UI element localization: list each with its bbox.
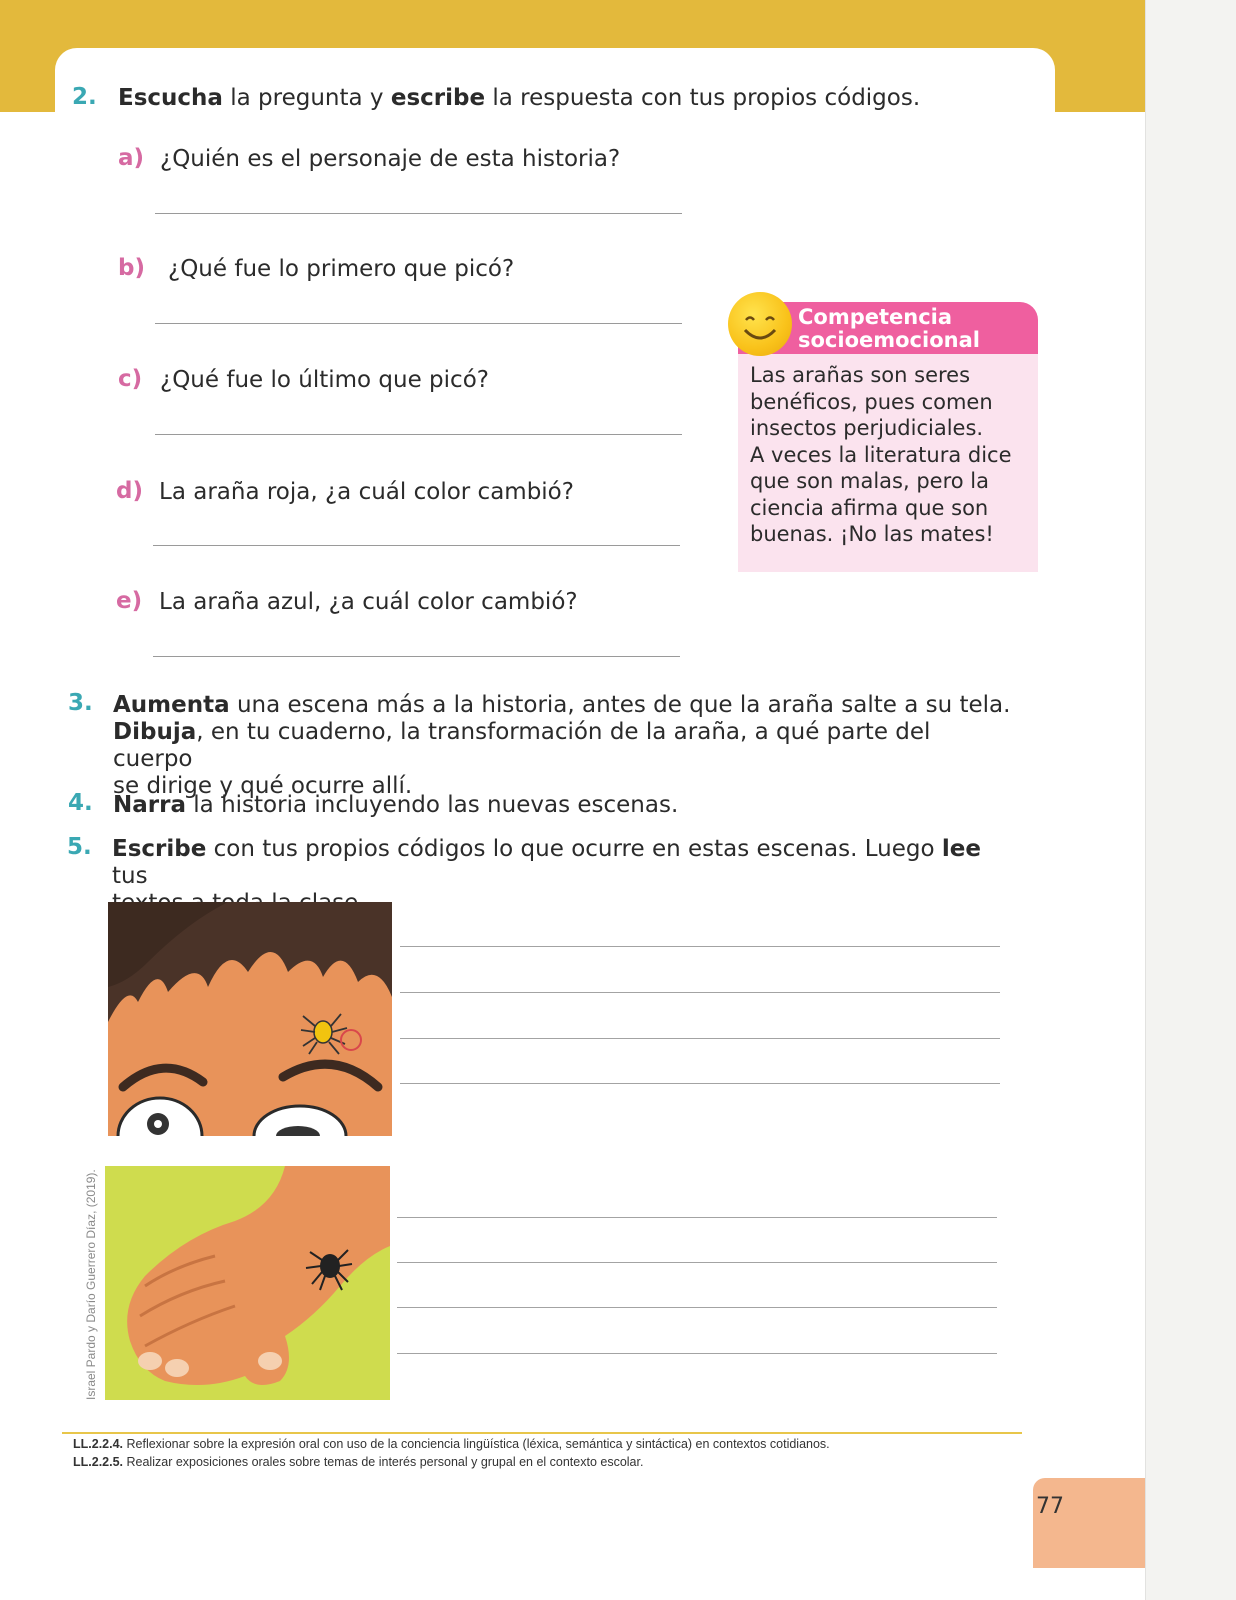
q2-text-1: la pregunta y bbox=[222, 85, 391, 111]
writing-line-scene-2[interactable] bbox=[397, 1307, 997, 1308]
writing-line-scene-1[interactable] bbox=[400, 1038, 1000, 1039]
item-b-text: ¿Qué fue lo primero que picó? bbox=[168, 256, 515, 282]
writing-line-scene-2[interactable] bbox=[397, 1262, 997, 1263]
q2-text-2: la respuesta con tus propios códigos. bbox=[485, 85, 921, 111]
item-e-letter: e) bbox=[116, 588, 143, 614]
item-d-letter: d) bbox=[116, 478, 143, 504]
illustration-hand bbox=[105, 1166, 390, 1400]
competencia-title bbox=[798, 306, 980, 352]
competencia-body bbox=[738, 354, 1038, 572]
competencia-line: A veces la literatura dice bbox=[750, 442, 1012, 467]
question-3-text bbox=[113, 692, 1013, 800]
footer-rule bbox=[62, 1432, 1022, 1434]
competencia-line: insectos perjudiciales. bbox=[750, 416, 984, 440]
question-2-number: 2. bbox=[72, 84, 97, 110]
q2-bold-escucha: Escucha bbox=[118, 85, 223, 111]
item-e-text: La araña azul, ¿a cuál color cambió? bbox=[159, 589, 578, 615]
q5-text-2: tus bbox=[112, 863, 148, 889]
q3-text-1: una escena más a la historia, antes de que la araña salte a su tela. bbox=[229, 692, 1011, 718]
page-number: 77 bbox=[1036, 1494, 1064, 1519]
q4-bold-narra: Narra bbox=[113, 792, 186, 818]
standard-1 bbox=[73, 1437, 830, 1451]
item-a-text: ¿Quién es el personaje de esta historia? bbox=[160, 146, 621, 172]
competencia-title-line-1: Competencia bbox=[798, 305, 953, 329]
item-c-letter: c) bbox=[118, 366, 143, 392]
page-edge bbox=[1145, 0, 1236, 1600]
standard-text: Reflexionar sobre la expresión oral con uso de la conciencia lingüística (léxica, semántica y sintáctica) en contextos cotidianos. bbox=[123, 1437, 830, 1451]
q5-bold-lee: lee bbox=[941, 836, 981, 862]
competencia-line: buenas. ¡No las mates! bbox=[750, 522, 994, 546]
question-4-text bbox=[113, 792, 678, 819]
answer-line-c[interactable] bbox=[155, 434, 682, 435]
q3-bold-dibuja: Dibuja bbox=[113, 719, 197, 745]
answer-line-b[interactable] bbox=[155, 323, 682, 324]
standard-2 bbox=[73, 1455, 643, 1469]
q5-bold-escribe: Escribe bbox=[112, 836, 207, 862]
question-4-number: 4. bbox=[68, 790, 93, 816]
page-number-tab bbox=[1033, 1478, 1145, 1568]
item-b-letter: b) bbox=[118, 255, 145, 281]
item-c-text: ¿Qué fue lo último que picó? bbox=[160, 367, 489, 393]
illustration-boy-face bbox=[108, 902, 392, 1136]
answer-line-e[interactable] bbox=[153, 656, 680, 657]
q3-text-3: se dirige y qué ocurre allí. bbox=[113, 773, 413, 799]
competencia-line: benéficos, pues comen bbox=[750, 389, 993, 414]
competencia-title-line-2: socioemocional bbox=[798, 328, 980, 352]
competencia-line: ciencia afirma que son bbox=[750, 495, 989, 520]
writing-line-scene-1[interactable] bbox=[400, 992, 1000, 993]
item-a-letter: a) bbox=[118, 145, 145, 171]
competencia-text bbox=[750, 362, 1035, 548]
writing-line-scene-2[interactable] bbox=[397, 1353, 997, 1354]
competencia-line: Las arañas son seres bbox=[750, 363, 971, 387]
standard-code: LL.2.2.5. bbox=[73, 1455, 124, 1469]
question-3-number: 3. bbox=[68, 690, 93, 716]
q2-bold-escribe: escribe bbox=[390, 85, 486, 111]
writing-line-scene-2[interactable] bbox=[397, 1217, 997, 1218]
item-d-text: La araña roja, ¿a cuál color cambió? bbox=[159, 479, 574, 505]
q3-text-2: , en tu cuaderno, la transformación de la araña, a qué parte del cuerpo bbox=[113, 719, 931, 772]
smiley-face-icon bbox=[728, 292, 792, 356]
standard-text: Realizar exposiciones orales sobre temas de interés personal y grupal en el contexto escolar. bbox=[123, 1455, 644, 1469]
question-2-text bbox=[118, 85, 920, 112]
writing-line-scene-1[interactable] bbox=[400, 946, 1000, 947]
writing-line-scene-1[interactable] bbox=[400, 1083, 1000, 1084]
standard-code: LL.2.2.4. bbox=[73, 1437, 124, 1451]
question-5-number: 5. bbox=[67, 834, 92, 860]
competencia-box bbox=[738, 302, 1038, 572]
competencia-line: que son malas, pero la bbox=[750, 469, 989, 493]
q5-text-1: con tus propios códigos lo que ocurre en estas escenas. Luego bbox=[206, 836, 942, 862]
answer-line-a[interactable] bbox=[155, 213, 682, 214]
illustration-credit: Israel Pardo y Darío Guerrero Díaz, (2019). bbox=[84, 1169, 98, 1400]
answer-line-d[interactable] bbox=[153, 545, 680, 546]
q4-text-1: la historia incluyendo las nuevas escenas. bbox=[185, 792, 679, 818]
q3-bold-aumenta: Aumenta bbox=[113, 692, 230, 718]
